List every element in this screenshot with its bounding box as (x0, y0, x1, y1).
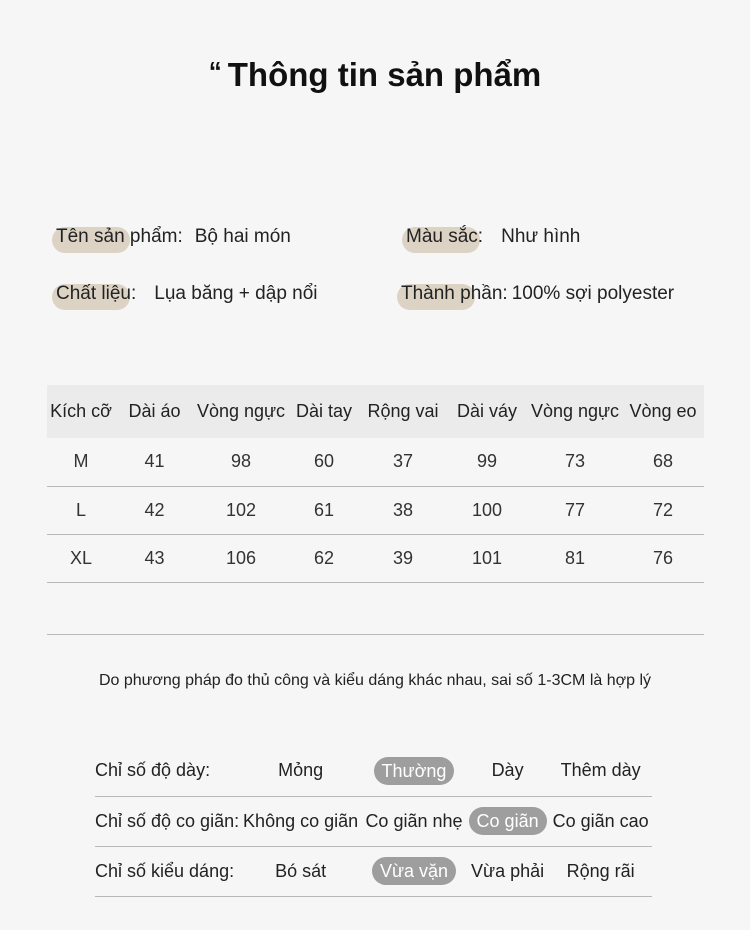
info-color (406, 226, 580, 248)
section-divider (47, 634, 704, 635)
header-shoulder-width: Rộng vai (360, 385, 446, 438)
header-bust: Vòng ngực (194, 385, 288, 438)
material-label: Chất liệu: (56, 283, 144, 305)
index-option (362, 746, 466, 796)
option-text: Co giãn nhẹ (365, 810, 463, 831)
option-text: Mỏng (278, 760, 324, 781)
selected-option-pill: Vừa vặn (372, 857, 456, 885)
option-text: Co giãn cao (552, 810, 649, 831)
table-cell: 102 (194, 486, 288, 534)
table-row (47, 438, 704, 486)
header-skirt-length: Dài váy (446, 385, 528, 438)
index-option (466, 796, 549, 846)
table-cell: 106 (194, 534, 288, 582)
header-size: Kích cỡ (47, 385, 115, 438)
page-title-text: Thông tin sản phẩm (227, 56, 542, 93)
index-row-elasticity (95, 796, 652, 846)
measurement-note: Do phương pháp đo thủ công và kiểu dáng khác nhau, sai số 1-3CM là hợp lý (98, 672, 652, 689)
size-table (47, 385, 704, 583)
color-label: Màu sắc: (406, 226, 491, 248)
table-row (47, 534, 704, 582)
composition-label: Thành phần: (401, 283, 516, 305)
index-label: Chỉ số độ dày: (95, 746, 239, 796)
index-option (239, 746, 362, 796)
table-cell: 101 (446, 534, 528, 582)
table-cell: 39 (360, 534, 446, 582)
color-value: Như hình (501, 226, 581, 247)
table-cell: XL (47, 534, 115, 582)
index-label: Chỉ số kiểu dáng: (95, 846, 239, 896)
index-option (466, 746, 549, 796)
index-option (239, 796, 362, 846)
info-composition (401, 283, 674, 305)
option-text: Dày (491, 760, 524, 781)
table-cell: 41 (115, 438, 194, 486)
product-name-value: Bộ hai món (194, 226, 291, 247)
index-option (549, 746, 652, 796)
table-cell: 38 (360, 486, 446, 534)
option-text: Không co giãn (243, 810, 359, 831)
info-material (56, 283, 318, 305)
quote-mark: “ (208, 56, 222, 86)
composition-value: 100% sợi polyester (511, 283, 675, 304)
info-product-name (56, 226, 291, 248)
table-cell: L (47, 486, 115, 534)
table-cell: 99 (446, 438, 528, 486)
header-top-length: Dài áo (115, 385, 194, 438)
page-title (0, 56, 750, 94)
table-cell: 72 (622, 486, 704, 534)
table-cell: 76 (622, 534, 704, 582)
index-row-thickness (95, 746, 652, 796)
index-option (362, 796, 466, 846)
table-cell: 42 (115, 486, 194, 534)
option-text: Bó sát (275, 860, 327, 881)
table-row (47, 486, 704, 534)
table-cell: 37 (360, 438, 446, 486)
header-sleeve-length: Dài tay (288, 385, 360, 438)
material-value: Lụa băng + dập nổi (154, 283, 318, 304)
index-table (95, 746, 652, 897)
table-cell: M (47, 438, 115, 486)
header-bust-2: Vòng ngực (528, 385, 622, 438)
table-cell: 73 (528, 438, 622, 486)
option-text: Vừa phải (471, 860, 545, 881)
index-label: Chỉ số độ co giãn: (95, 796, 239, 846)
size-table-header (47, 385, 704, 438)
option-text: Rộng rãi (566, 860, 635, 881)
table-cell: 81 (528, 534, 622, 582)
index-option (549, 846, 652, 896)
table-cell: 43 (115, 534, 194, 582)
selected-option-pill: Thường (374, 757, 455, 785)
table-cell: 98 (194, 438, 288, 486)
table-cell: 100 (446, 486, 528, 534)
product-name-label: Tên sản phẩm: (56, 226, 191, 248)
header-waist: Vòng eo (622, 385, 704, 438)
table-cell: 77 (528, 486, 622, 534)
table-cell: 68 (622, 438, 704, 486)
selected-option-pill: Co giãn (469, 807, 547, 835)
table-cell: 62 (288, 534, 360, 582)
index-option (239, 846, 362, 896)
index-option (549, 796, 652, 846)
index-row-fit (95, 846, 652, 896)
index-option (362, 846, 466, 896)
index-option (466, 846, 549, 896)
table-cell: 61 (288, 486, 360, 534)
table-cell: 60 (288, 438, 360, 486)
option-text: Thêm dày (560, 760, 641, 781)
